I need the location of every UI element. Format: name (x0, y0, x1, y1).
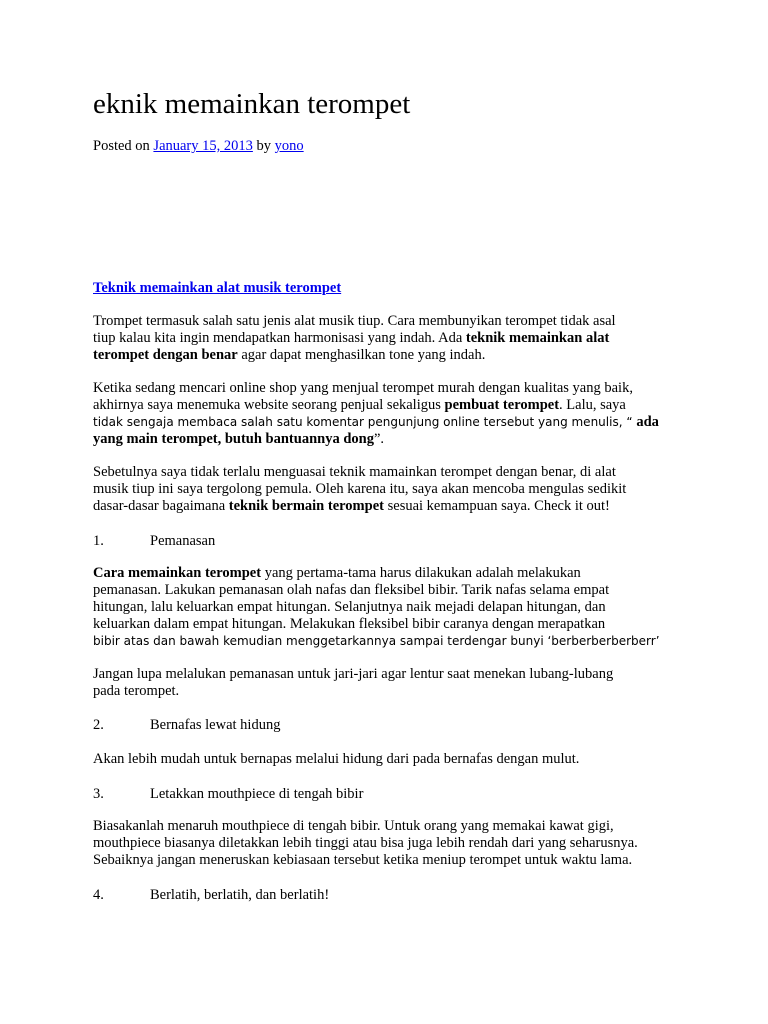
text-line: musik tiup ini saya tergolong pemula. Oleh karena itu, saya akan mencoba mengulas sedikit (93, 481, 627, 497)
list-number: 2. (93, 717, 104, 733)
text-line: Trompet termasuk salah satu jenis alat musik tiup. Cara membunyikan terompet tidak asal (93, 313, 616, 329)
bold-text: teknik memainkan alat (465, 330, 610, 346)
text-line: Jangan lupa melalukan pemanasan untuk jari-jari agar lentur saat menekan lubang-lubang (93, 666, 614, 682)
list-item-1 (93, 532, 215, 550)
paragraph-breathing (93, 751, 579, 768)
text-line: Biasakanlah menaruh mouthpiece di tengah bibir. Untuk orang yang memakai kawat gigi, (93, 818, 614, 834)
text-line: mouthpiece biasanya diletakkan lebih tinggi atau bisa juga lebih rendah dari yang seharusnya. (93, 835, 638, 851)
text-line: pada terompet. (93, 683, 180, 699)
posted-on-label: Posted on (93, 138, 154, 154)
article-subheading-link[interactable]: Teknik memainkan alat musik terompet (93, 280, 342, 296)
text-line (93, 498, 626, 515)
list-item-2 (93, 716, 280, 734)
text-run: tidak sengaja membaca salah satu komentar pengunjung online tersebut yang menulis, “ (93, 415, 637, 429)
list-item-text: Pemanasan (150, 533, 216, 549)
text-run: sesuai kemampuan saya. Check it out! (383, 498, 610, 514)
text-run: yang pertama-tama harus dilakukan adalah melakukan (261, 565, 581, 581)
paragraph-warmup (93, 565, 660, 650)
list-number: 3. (93, 786, 104, 802)
list-item-3 (93, 785, 363, 803)
author-link[interactable]: yono (274, 138, 304, 154)
bold-text: pembuat terompet (444, 397, 560, 413)
text-run: agar dapat menghasilkan tone yang indah. (237, 347, 486, 363)
text-line (93, 431, 659, 448)
text-line (93, 330, 616, 347)
text-line (93, 397, 659, 414)
text-line: Akan lebih mudah untuk bernapas melalui hidung dari pada bernafas dengan mulut. (93, 751, 580, 767)
page-title: eknik memainkan terompet (93, 88, 411, 120)
text-line: Sebaiknya jangan meneruskan kebiasaan tersebut ketika meniup terompet untuk waktu lama. (93, 852, 633, 868)
list-item-4 (93, 886, 329, 904)
bold-text: teknik bermain terompet (228, 498, 384, 514)
text-line: pemanasan. Lakukan pemanasan olah nafas dan fleksibel bibir. Tarik nafas selama empat (93, 582, 610, 598)
text-line: keluarkan dalam empat hitungan. Melakukan fleksibel bibir caranya dengan merapatkan (93, 616, 606, 632)
text-run: . Lalu, saya (559, 397, 626, 413)
text-run: akhirnya saya menemuka website seorang penjual sekaligus (93, 397, 445, 413)
bold-text: ada (636, 414, 659, 430)
bold-text: yang main terompet, butuh bantuannya dong (93, 431, 374, 447)
text-line: Ketika sedang mencari online shop yang menjual terompet murah dengan kualitas yang baik, (93, 380, 633, 396)
list-item-text: Letakkan mouthpiece di tengah bibir (150, 786, 364, 802)
text-run: bibir atas dan bawah kemudian menggetarkannya sampai terdengar bunyi ‘berberberberberr’ (93, 634, 660, 648)
text-line (93, 347, 616, 364)
list-item-text: Berlatih, berlatih, dan berlatih! (150, 887, 330, 903)
post-meta (93, 137, 304, 155)
list-number: 4. (93, 887, 104, 903)
bold-text: terompet dengan benar (93, 347, 238, 363)
text-line: hitungan, lalu keluarkan empat hitungan. Selanjutnya naik mejadi delapan hitungan, dan (93, 599, 606, 615)
list-item-text: Bernafas lewat hidung (150, 717, 281, 733)
paragraph-intro (93, 313, 616, 364)
post-date-link[interactable]: January 15, 2013 (153, 138, 253, 154)
paragraph-skills (93, 464, 626, 515)
text-run: dasar-dasar bagaimana (93, 498, 229, 514)
text-run: ”. (373, 431, 385, 447)
text-run: tiup kalau kita ingin mendapatkan harmonisasi yang indah. Ada (93, 330, 466, 346)
paragraph-online-shop (93, 380, 659, 448)
text-line (93, 633, 660, 650)
bold-text: Cara memainkan terompet (93, 565, 262, 581)
text-line (93, 414, 659, 431)
by-label: by (252, 138, 275, 154)
list-number: 1. (93, 533, 104, 549)
paragraph-mouthpiece (93, 818, 638, 869)
text-line: Sebetulnya saya tidak terlalu menguasai teknik mamainkan terompet dengan benar, di alat (93, 464, 616, 480)
text-line (93, 565, 660, 582)
paragraph-fingers (93, 666, 613, 700)
